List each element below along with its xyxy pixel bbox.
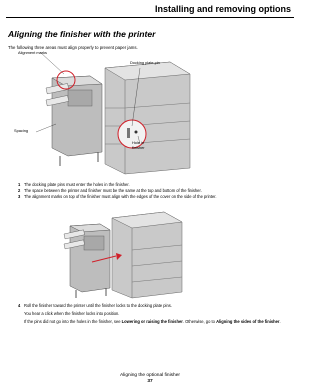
section-title: Aligning the finisher with the printer — [8, 29, 156, 39]
page-number: 37 — [147, 379, 153, 384]
steps-list — [18, 182, 288, 200]
label-hole-line2: finisher — [132, 144, 145, 150]
label-hole-line1: Hole in — [132, 140, 145, 145]
label-docking-plate-pin: Docking plate pin — [130, 60, 160, 65]
step-4 — [18, 303, 288, 325]
finisher-docking-illustration — [52, 204, 192, 302]
header-title: Installing and removing options — [154, 4, 291, 14]
step-text: The alignment marks on top of the finisher must align with the edges of the cover on the side of the printer. — [24, 194, 217, 199]
finisher-printer-illustration — [10, 48, 200, 178]
step-4-main — [18, 303, 288, 309]
step-number: 3 — [18, 194, 21, 199]
step-number: 2 — [18, 188, 21, 193]
step-text: The docking plate pins must enter the holes in the finisher. — [24, 182, 130, 187]
finisher-hole-shape — [135, 131, 138, 134]
if-text-pre: If the pins did not go into the holes in the finisher, see — [24, 319, 122, 324]
link-aligning-sides-finisher[interactable]: Aligning the sides of the finisher — [216, 319, 280, 324]
step-number: 4 — [18, 303, 21, 308]
if-text-mid: . Otherwise, go to — [182, 319, 217, 324]
label-spacing: Spacing — [14, 128, 29, 133]
step-4-click-note: You hear a click when the finisher locks into position. — [24, 311, 120, 316]
page-header — [0, 0, 300, 24]
step-number: 1 — [18, 182, 21, 187]
docking-pin-shape — [127, 128, 130, 138]
step-text: Roll the finisher toward the printer until the finisher locks to the docking plate pins. — [24, 303, 172, 308]
footer-title: Aligning the optional finisher — [119, 373, 180, 378]
printer-body — [105, 62, 190, 174]
printer-body-2 — [112, 212, 182, 298]
label-hole-in-finisher — [132, 141, 145, 150]
intro-text: The following three areas must align properly to prevent paper jams. — [8, 45, 138, 50]
if-text-post: . — [279, 319, 281, 324]
step-text: The space between the printer and finisher must be the same at the top and bottom of the finisher. — [24, 188, 202, 193]
finisher-body-2 — [64, 224, 110, 298]
finisher-body — [46, 76, 102, 166]
step-3 — [18, 194, 288, 200]
label-alignment-marks: Alignment marks — [18, 50, 47, 55]
link-lowering-raising-finisher[interactable]: Lowering or raising the finisher — [121, 319, 183, 324]
step-4-if-note — [18, 319, 288, 325]
header-rule — [6, 17, 294, 18]
